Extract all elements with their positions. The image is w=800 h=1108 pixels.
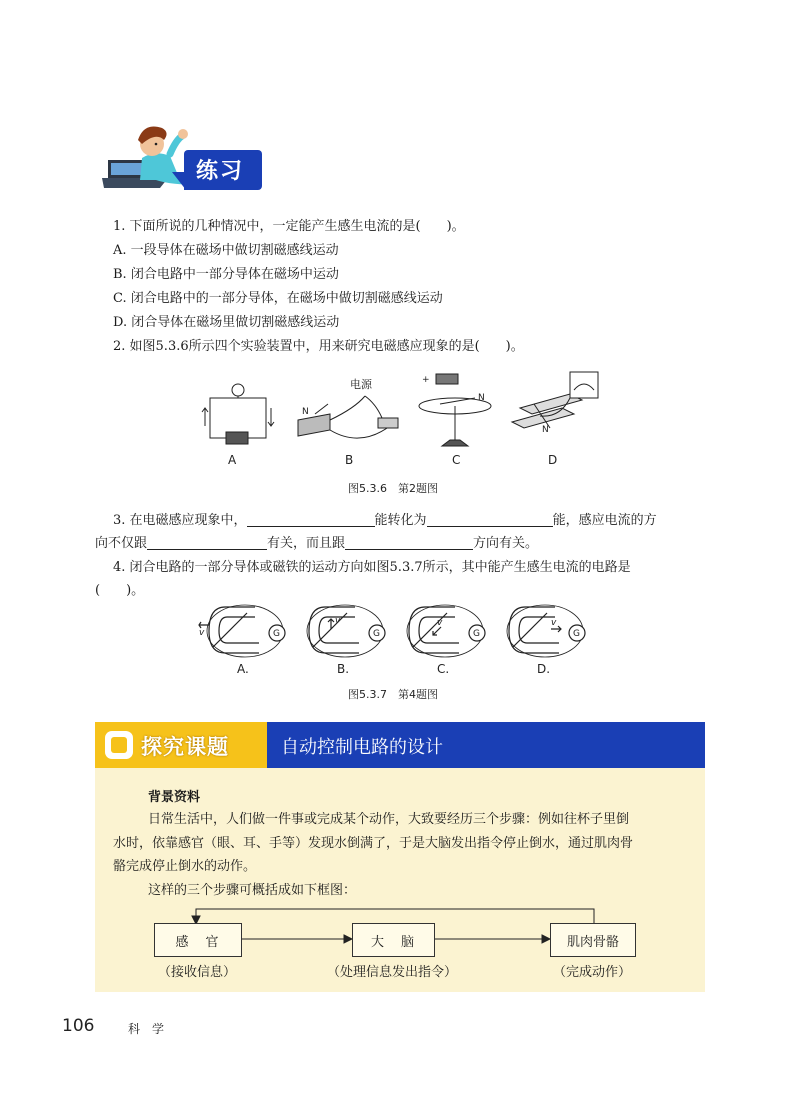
question-4-line-2: ( )。	[95, 583, 145, 598]
figure-5-3-7	[195, 595, 615, 680]
subject-label: 科 学	[128, 1022, 165, 1036]
inquiry-title-bar	[267, 722, 705, 768]
square-icon	[105, 731, 133, 759]
induction-apparatus-diagram	[190, 368, 610, 478]
option-1c: C. 闭合电路中的一部分导体，在磁场中做切割磁感线运动	[113, 291, 443, 306]
inquiry-header-tag	[95, 722, 267, 768]
flow-box-muscles: 肌肉骨骼	[550, 923, 636, 957]
galvanometer-b: G	[373, 629, 380, 639]
fig1-label-b: B	[345, 453, 354, 467]
magnet-galvanometer-diagram	[195, 595, 615, 680]
figure-5-3-6	[190, 368, 610, 478]
velocity-b: v	[335, 616, 341, 626]
option-1b: B. 闭合电路中一部分导体在磁场中运动	[113, 267, 339, 282]
fig2-label-d: D.	[537, 662, 551, 676]
background-heading: 背景资料	[148, 790, 201, 805]
option-1a: A. 一段导体在磁场中做切割磁感线运动	[113, 243, 339, 258]
exercise-title: 练习	[196, 159, 245, 184]
svg-text:+: +	[422, 375, 430, 385]
blank-1[interactable]	[247, 510, 375, 527]
velocity-a: v	[199, 628, 205, 638]
flow-label-receive: （接收信息）	[157, 965, 236, 980]
background-para-line-3: 骼完成停止倒水的动作。	[113, 859, 257, 874]
fig1-label-d: D	[548, 453, 558, 467]
question-1: 1. 下面所说的几种情况中，一定能产生感生电流的是( )。	[113, 219, 465, 234]
inquiry-tag: 探究课题	[141, 735, 229, 759]
power-source-label: 电源	[350, 378, 372, 391]
svg-text:N: N	[478, 393, 485, 403]
option-1d: D. 闭合导体在磁场里做切割磁感线运动	[113, 315, 340, 330]
velocity-d: v	[551, 618, 557, 628]
question-4-line-1: 4. 闭合电路的一部分导体或磁铁的运动方向如图5.3.7所示，其中能产生感生电流的电路是	[113, 560, 631, 575]
flow-box-brain: 大 脑	[352, 923, 435, 957]
background-para-line-1: 日常生活中，人们做一件事或完成某个动作，大致要经历三个步骤：例如往杯子里倒	[148, 812, 630, 827]
inquiry-title: 自动控制电路的设计	[281, 737, 443, 758]
galvanometer-c: G	[473, 629, 480, 639]
background-para-line-2: 水时，依靠感官（眼、耳、手等）发现水倒满了，于是大脑发出指令停止倒水，通过肌肉骨	[113, 836, 634, 851]
flow-diagram	[130, 905, 670, 985]
figure-5-3-6-caption: 图5.3.6 第2题图	[348, 482, 438, 495]
fig2-label-b: B.	[337, 662, 350, 676]
question-3-line-1: 3. 在电磁感应现象中， 能转化为 能，感应电流的方	[113, 509, 657, 532]
svg-text:N: N	[302, 407, 309, 417]
blank-3[interactable]	[147, 533, 267, 550]
exercise-tag	[184, 150, 262, 190]
flow-label-process: （处理信息发出指令）	[326, 965, 457, 980]
fig2-label-a: A.	[237, 662, 249, 676]
fig1-label-c: C	[452, 453, 461, 467]
question-2: 2. 如图5.3.6所示四个实验装置中，用来研究电磁感应现象的是( )。	[113, 339, 524, 354]
fig2-label-c: C.	[437, 662, 450, 676]
galvanometer-d: G	[573, 629, 580, 639]
flow-label-act: （完成动作）	[552, 965, 631, 980]
galvanometer-a: G	[273, 629, 280, 639]
page-number: 106	[62, 1016, 95, 1036]
figure-5-3-7-caption: 图5.3.7 第4题图	[348, 688, 438, 701]
svg-text:N: N	[542, 425, 549, 435]
velocity-c: v	[437, 618, 443, 628]
flow-summary: 这样的三个步骤可概括成如下框图：	[148, 883, 357, 898]
flow-box-senses: 感 官	[154, 923, 242, 957]
blank-4[interactable]	[345, 533, 473, 550]
fig1-label-a: A	[228, 453, 237, 467]
blank-2[interactable]	[427, 510, 553, 527]
question-3-line-2: 向不仅跟 有关，而且跟 方向有关。	[95, 532, 538, 555]
exercise-header	[100, 118, 270, 198]
